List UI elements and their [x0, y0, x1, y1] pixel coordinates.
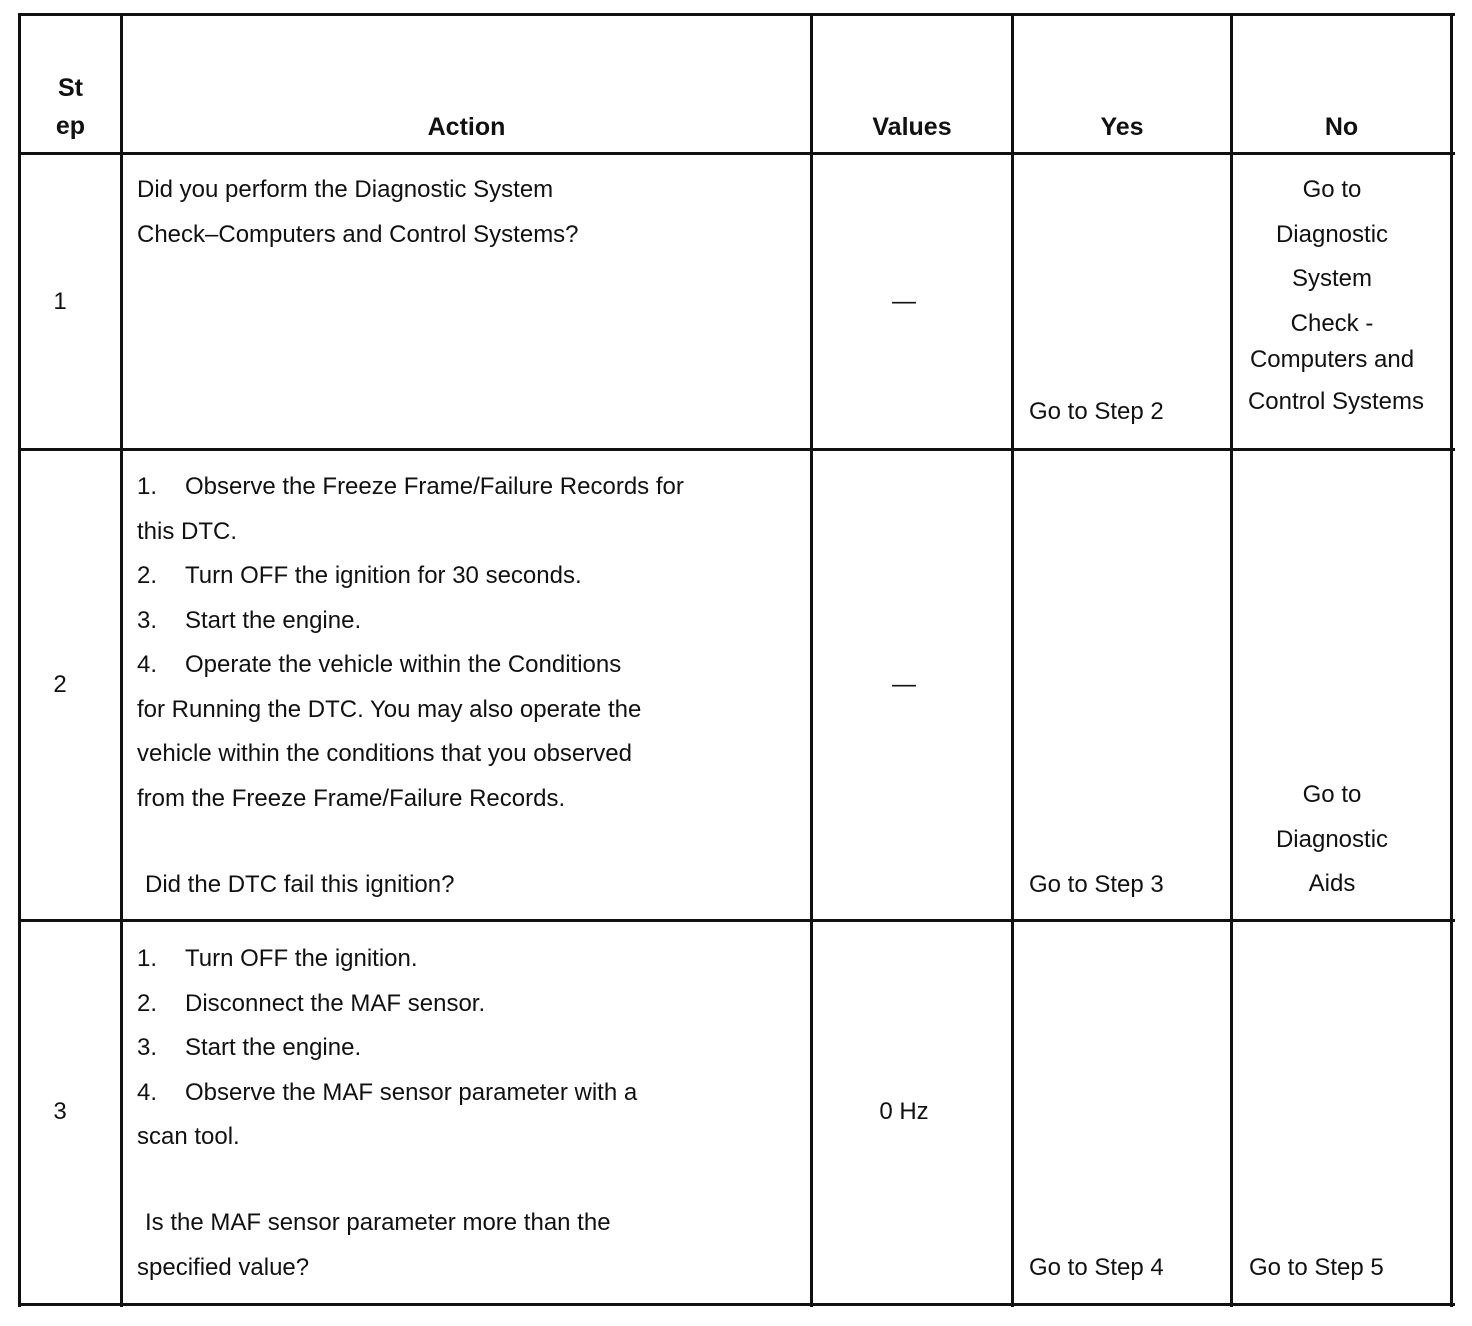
row2-yes: Go to Step 3 [1029, 871, 1164, 898]
list-item: 4. Observe the MAF sensor parameter with a [137, 1078, 638, 1106]
row1-yes: Go to Step 2 [1029, 398, 1164, 425]
row3-action [137, 937, 637, 1160]
list-item: vehicle within the conditions that you observed [137, 740, 632, 767]
header-yes: Yes [1100, 113, 1144, 141]
row3-value: 0 Hz [879, 1098, 929, 1125]
header-values: Values [872, 113, 952, 141]
row1-value: — [892, 288, 916, 315]
row1-action: Did you perform the Diagnostic System Check–Computers and Control Systems? [137, 176, 579, 248]
row-divider-1 [18, 448, 1455, 451]
header-divider [18, 152, 1455, 155]
row3-question: Is the MAF sensor parameter more than the specified value? [137, 1209, 611, 1281]
row2-step: 2 [53, 671, 67, 698]
header-action: Action [427, 113, 506, 141]
list-item: 3. Start the engine. [137, 606, 362, 634]
row1-no: Go to Diagnostic System Check - Computers and Control Systems [1247, 176, 1425, 415]
row3-yes: Go to Step 4 [1029, 1254, 1164, 1281]
row-divider-2 [18, 919, 1455, 922]
row3-no: Go to Step 5 [1249, 1254, 1384, 1281]
table-border-top [18, 13, 1455, 16]
col-divider-1 [120, 13, 123, 1307]
list-item: 2. Turn OFF the ignition for 30 seconds. [137, 562, 582, 589]
list-item: 2. Disconnect the MAF sensor. [137, 989, 486, 1017]
row2-question: Did the DTC fail this ignition? [145, 871, 455, 898]
list-item: 4. Operate the vehicle within the Conditions [137, 651, 622, 678]
table-border-bottom [18, 1303, 1455, 1306]
header-step: St ep [55, 74, 86, 140]
header-no: No [1324, 113, 1359, 141]
row2-action [137, 465, 684, 821]
list-item: scan tool. [137, 1123, 240, 1150]
list-item: for Running the DTC. You may also operate the [137, 695, 642, 723]
row2-value: — [892, 671, 916, 698]
list-item: 1. Observe the Freeze Frame/Failure Records for [137, 473, 684, 500]
diagnostic-table [18, 13, 1453, 1305]
list-item: 1. Turn OFF the ignition. [137, 945, 418, 972]
row1-step: 1 [53, 288, 67, 315]
row3-step: 3 [53, 1098, 67, 1125]
row2-no: Go to Diagnostic Aids [1275, 781, 1389, 897]
col-divider-3 [1011, 13, 1014, 1307]
table-border-right [1450, 13, 1453, 1307]
list-item: from the Freeze Frame/Failure Records. [137, 784, 566, 812]
list-item: 3. Start the engine. [137, 1034, 362, 1061]
list-item: this DTC. [137, 517, 238, 545]
